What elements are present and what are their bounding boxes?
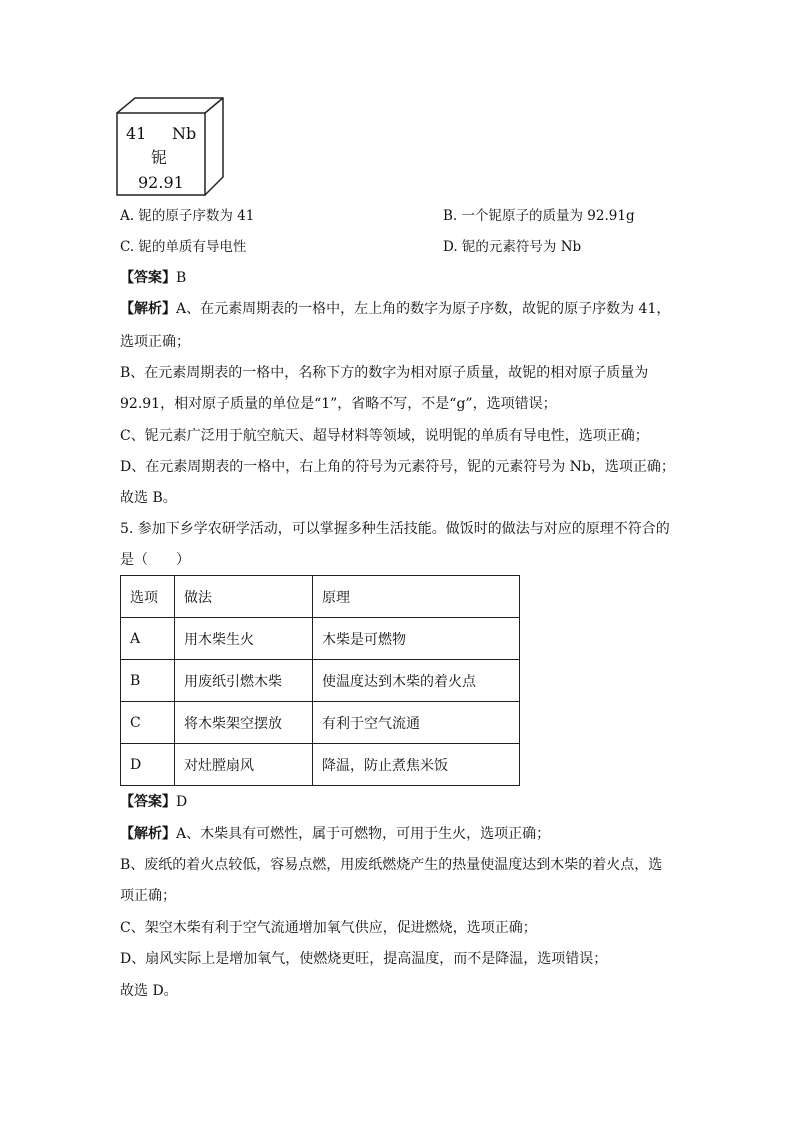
q4-analysis-line: C、铌元素广泛用于航空航天、超导材料等领域，说明铌的单质有导电性，选项正确；: [120, 428, 649, 444]
table-cell: 降温，防止煮焦米饭: [313, 744, 520, 786]
analysis-text: A、在元素周期表的一格中，左上角的数字为原子序数，故铌的原子序数为 41，: [176, 301, 671, 317]
table-cell: 木柴是可燃物: [313, 618, 520, 660]
table-cell: 对灶膛扇风: [175, 744, 313, 786]
answer-value: B: [176, 270, 187, 286]
table-cell: C: [121, 702, 175, 744]
table-cell: A: [121, 618, 175, 660]
q5-analysis-line: [120, 825, 550, 843]
option-d: D. 铌的元素符号为 Nb: [443, 239, 582, 255]
analysis-label: 【解析】: [120, 301, 176, 317]
table-cell: 用废纸引燃木柴: [175, 660, 313, 702]
table-row: [121, 618, 520, 660]
table-row: [121, 702, 520, 744]
analysis-text: A、木柴具有可燃性，属于可燃物，可用于生火，选项正确；: [176, 826, 551, 842]
q5-analysis-line: B、废纸的着火点较低，容易点燃，用废纸燃烧产生的热量使温度达到木柴的着火点，选: [120, 857, 663, 873]
table-row: [121, 660, 520, 702]
q5-table: [120, 575, 520, 786]
option-b: B. 一个铌原子的质量为 92.91g: [443, 208, 635, 224]
option-a: A. 铌的原子序数为 41: [120, 208, 255, 224]
option-c: C. 铌的单质有导电性: [120, 239, 247, 255]
table-cell: B: [121, 660, 175, 702]
element-symbol: Nb: [172, 124, 197, 143]
q4-analysis-line: B、在元素周期表的一格中，名称下方的数字为相对原子质量，故铌的相对原子质量为: [120, 365, 649, 381]
table-cell: 有利于空气流通: [313, 702, 520, 744]
q4-answer: [120, 269, 186, 287]
q4-analysis-line: 故选 B。: [120, 490, 177, 506]
table-header-row: [121, 576, 520, 618]
q4-analysis-line: 选项正确；: [120, 334, 190, 350]
table-cell: D: [121, 744, 175, 786]
atomic-number: 41: [126, 124, 147, 143]
table-cell: 将木柴架空摆放: [175, 702, 313, 744]
q5-analysis-line: C、架空木柴有利于空气流通增加氧气供应，促进燃烧，选项正确；: [120, 920, 537, 936]
q5-question: 5. 参加下乡学农研学活动，可以掌握多种生活技能。做饭时的做法与对应的原理不符合的: [120, 521, 670, 537]
table-header-cell: 做法: [175, 576, 313, 618]
q5-analysis-line: 项正确；: [120, 888, 176, 904]
q5-question: 是（ ）: [120, 552, 190, 568]
q4-analysis-line: [120, 300, 670, 318]
answer-value: D: [176, 794, 188, 810]
atomic-mass: 92.91: [138, 173, 184, 192]
q4-analysis-line: 92.91，相对原子质量的单位是“1”，省略不写，不是“g”，选项错误；: [120, 396, 557, 412]
analysis-label: 【解析】: [120, 826, 176, 842]
table-cell: 使温度达到木柴的着火点: [313, 660, 520, 702]
answer-label: 【答案】: [120, 794, 176, 810]
table-header-cell: 选项: [121, 576, 175, 618]
q4-analysis-line: D、在元素周期表的一格中，右上角的符号为元素符号，铌的元素符号为 Nb，选项正确；: [120, 459, 675, 475]
table-header-cell: 原理: [313, 576, 520, 618]
q5-answer: [120, 793, 187, 811]
q5-analysis-line: 故选 D。: [120, 983, 178, 999]
q5-analysis-line: D、扇风实际上是增加氧气，使燃烧更旺，提高温度，而不是降温，选项错误；: [120, 951, 608, 967]
element-cell-figure: [116, 97, 226, 197]
table-row: [121, 744, 520, 786]
table-cell: 用木柴生火: [175, 618, 313, 660]
answer-label: 【答案】: [120, 270, 176, 286]
element-name: 铌: [151, 148, 168, 167]
